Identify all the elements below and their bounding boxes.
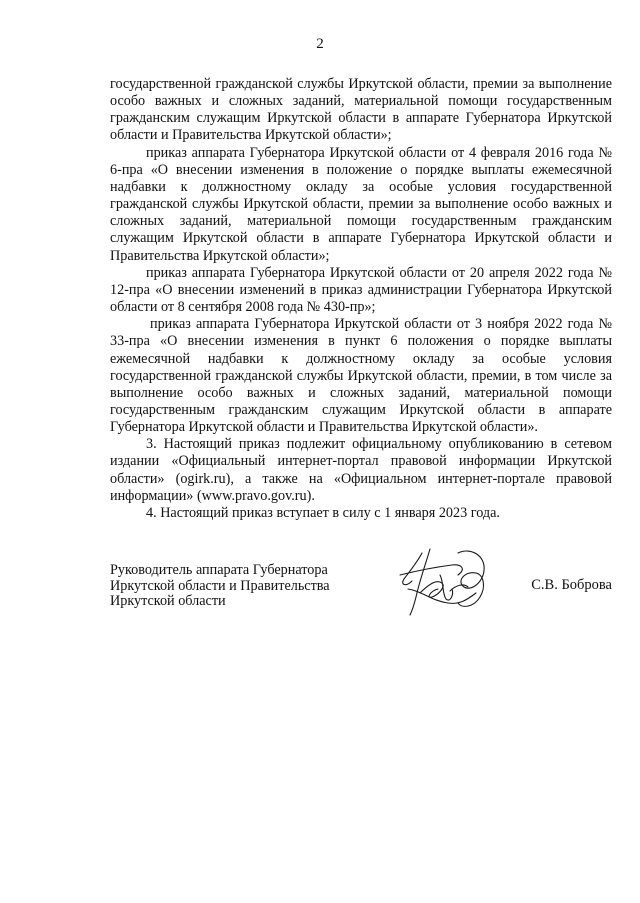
paragraph-order-2022-november: приказ аппарата Губернатора Иркутской области от 3 ноября 2022 года № 33-пра «О внесении изменения в пункт 6 положения о порядке выплаты ежемесячной надбавки к должностному окладу за особые условия государственной гражданской службы Иркутской области, премии, в том числе за выполнение особо важных и сложных заданий, материальной помощи государственным гражданским служащим Иркутской области в аппарате Губернатора Иркутской области и Правительства Иркутской области». (110, 316, 612, 436)
signatory-position-line: Руководитель аппарата Губернатора (110, 562, 328, 578)
signatory-position-line: Иркутской области (110, 593, 226, 609)
paragraph-item-3: 3. Настоящий приказ подлежит официальному опубликованию в сетевом издании «Официальный интернет-портал правовой информации Иркутской области» (ogirk.ru), а также на «Официальном интернет-портале правовой информации» (www.pravo.gov.ru). (110, 436, 612, 504)
signatory-name: С.В. Боброва (531, 577, 612, 593)
paragraph-continuation: государственной гражданской службы Иркутской области, премии за выполнение особо важных и сложных заданий, материальной помощи государственным гражданским служащим Иркутской области в аппарате Губернатора Иркутской области и Правительства Иркутской области»; (110, 76, 612, 144)
document-body (110, 76, 612, 522)
paragraph-order-2022-april: приказ аппарата Губернатора Иркутской области от 20 апреля 2022 года № 12-пра «О внесении изменений в приказ администрации Губернатора Иркутской области от 8 сентября 2008 года № 430-пр»; (110, 264, 612, 316)
paragraph-item-4: 4. Настоящий приказ вступает в силу с 1 января 2023 года. (146, 504, 500, 521)
paragraph-order-2016: приказ аппарата Губернатора Иркутской области от 4 февраля 2016 года № 6-пра «О внесении изменения в положение о порядке выплаты ежемесячной надбавки к должностному окладу за особые условия государственной гражданской службы Иркутской области, премии за выполнение особо важных и сложных заданий, материальной помощи государственным гражданским служащим Иркутской области в аппарате Губернатора Иркутской области и Правительства Иркутской области»; (110, 144, 612, 264)
signatory-position (110, 563, 372, 610)
handwritten-signature (392, 545, 492, 617)
page-number: 2 (316, 36, 324, 52)
signatory-position-line: Иркутской области и Правительства (110, 577, 330, 594)
signature-block (110, 563, 612, 623)
